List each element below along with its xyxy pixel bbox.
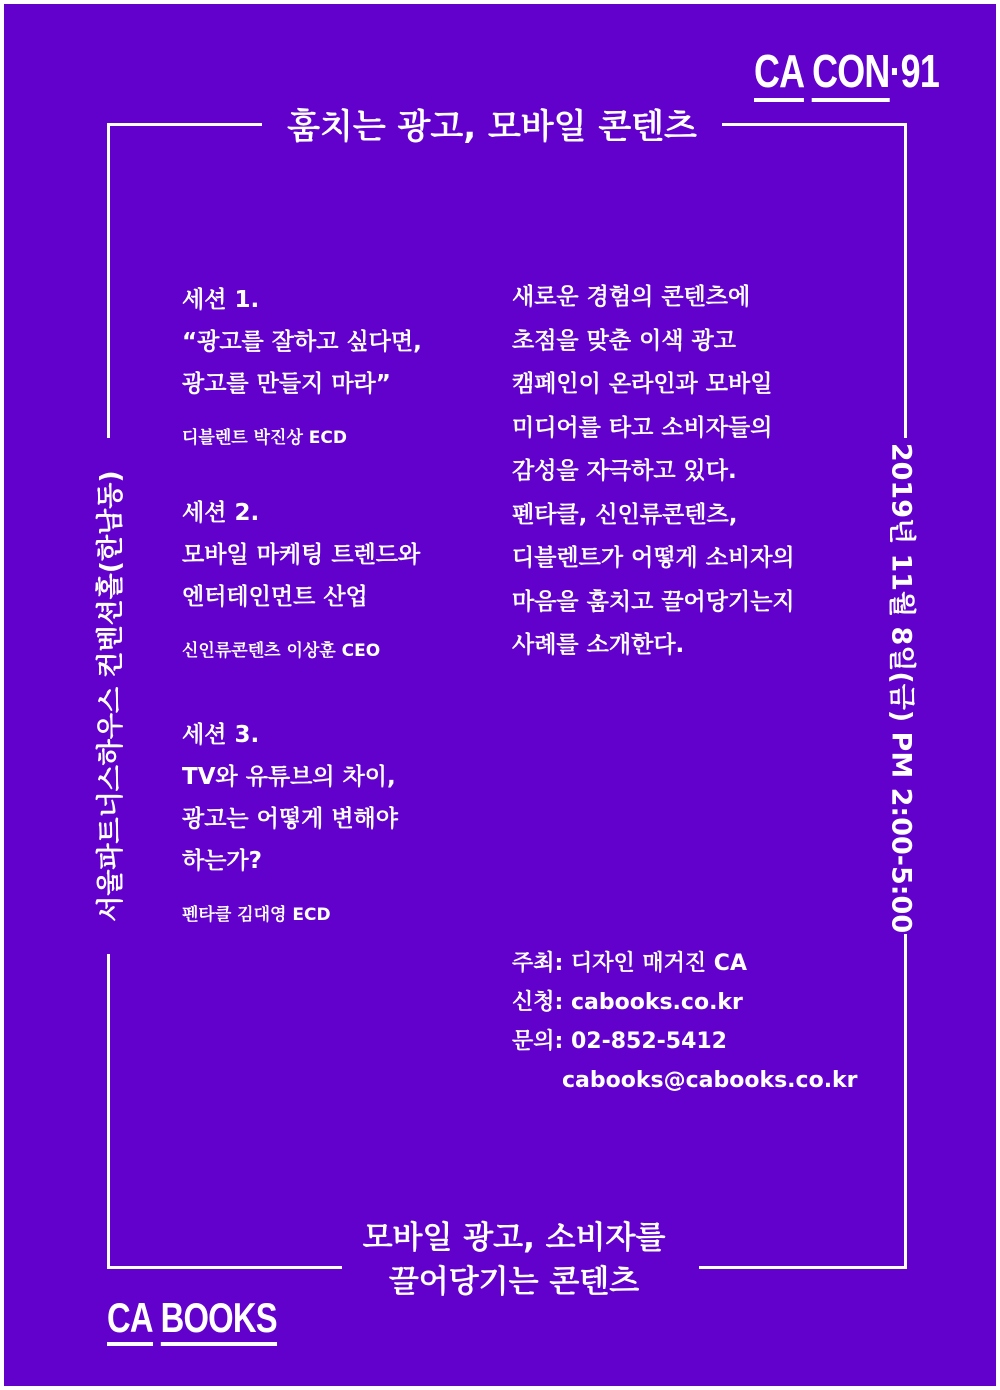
- description-line: 감성을 자극하고 있다.: [512, 458, 737, 484]
- frame-line-left-top: [107, 123, 110, 438]
- logo-91-text: ·91: [889, 45, 939, 97]
- frame-line-bottom-right: [699, 1266, 907, 1269]
- logo-ca-text: CA: [754, 45, 804, 102]
- description-line: 마음을 훔치고 끌어당기는지: [512, 588, 795, 615]
- poster: [4, 4, 996, 1386]
- session-speaker: 신인류콘텐츠 이상훈 CEO: [182, 641, 381, 661]
- session-title: 세션 1. “광고를 잘하고 싶다면, 광고를 만들지 마라”: [182, 287, 422, 397]
- logo-ca-text: CA: [107, 1294, 153, 1346]
- description-line: 펜타클, 신인류콘텐츠,: [512, 501, 738, 528]
- headline-top: 훔치는 광고, 모바일 콘텐츠: [287, 107, 697, 147]
- datetime-text: 2019년 11월 8일(금) PM 2:00-5:00: [885, 442, 917, 934]
- session-2: [182, 492, 492, 661]
- headline-bottom-line: 모바일 광고, 소비자를: [362, 1220, 666, 1256]
- host-text: 주최: 디자인 매거진 CA: [512, 951, 747, 976]
- cacon-91-logo: [754, 44, 939, 98]
- description-line: 초점을 맞춘 이색 광고: [512, 327, 736, 354]
- description-line: 캠페인이 온라인과 모바일: [512, 371, 773, 397]
- apply-text: 신청: cabooks.co.kr: [512, 990, 743, 1015]
- contact-email-text: cabooks@cabooks.co.kr: [562, 1068, 858, 1093]
- event-info: [512, 944, 892, 1100]
- session-title: 세션 3. TV와 유튜브의 차이, 광고는 어떻게 변해야 하는가?: [182, 722, 398, 874]
- session-3: [182, 714, 492, 925]
- logo-con-text: CON: [812, 45, 889, 102]
- headline-bottom-line: 끌어당기는 콘텐츠: [388, 1264, 640, 1300]
- session-title: 세션 2. 모바일 마케팅 트렌드와 엔터테인먼트 산업: [182, 500, 421, 610]
- session-speaker: 디블렌트 박진상 ECD: [182, 428, 347, 448]
- logo-books-text: BOOKS: [161, 1294, 277, 1346]
- session-speaker: 펜타클 김대영 ECD: [182, 905, 331, 925]
- frame-line-top-right: [722, 123, 907, 126]
- session-1: [182, 279, 492, 448]
- frame-line-top-left: [107, 123, 262, 126]
- description-line: 디블렌트가 어떻게 소비자의: [512, 545, 795, 571]
- venue-text: 서울파트너스하우스 컨벤션홀(한남동): [95, 470, 127, 922]
- frame-line-left-bottom: [107, 954, 110, 1269]
- frame-line-right-bottom: [904, 934, 907, 1269]
- description-line: 사례를 소개한다.: [512, 632, 685, 658]
- cabooks-logo: [107, 1294, 277, 1342]
- headline-bottom: [324, 1216, 704, 1304]
- contact-phone-text: 문의: 02-852-5412: [512, 1029, 727, 1054]
- frame-line-right-top: [904, 123, 907, 438]
- description-line: 미디어를 타고 소비자들의: [512, 414, 773, 441]
- description-line: 새로운 경험의 콘텐츠에: [512, 284, 751, 310]
- frame-line-bottom-left: [107, 1266, 342, 1269]
- event-description: [512, 276, 872, 668]
